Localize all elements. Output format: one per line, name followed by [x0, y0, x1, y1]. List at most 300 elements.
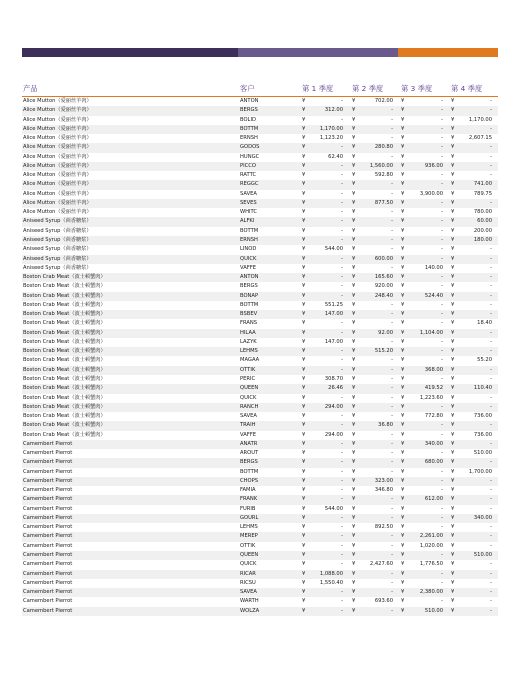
q2-value-cell: 323.00 [374, 477, 393, 484]
currency-symbol: ¥ [302, 561, 306, 568]
product-cell: Camembert Pierrot [23, 561, 73, 568]
table-row [22, 171, 498, 180]
table-row [22, 236, 498, 245]
table-row [22, 495, 498, 504]
currency-symbol: ¥ [302, 246, 306, 253]
q2-value-cell: 346.80 [374, 487, 393, 494]
customer-cell: HUNGC [240, 153, 260, 160]
customer-cell: RANCH [240, 403, 259, 410]
table-row [22, 106, 498, 115]
table-row [22, 134, 498, 143]
product-cell: Alice Mutton（爱丽丝羊肉） [23, 199, 92, 206]
product-cell: Camembert Pierrot [23, 542, 73, 549]
currency-symbol: ¥ [401, 514, 405, 521]
q2-value-cell: 892.50 [374, 524, 393, 531]
table-row [22, 394, 498, 403]
product-cell: Alice Mutton（爱丽丝羊肉） [23, 135, 92, 142]
customer-cell: VAFFE [240, 431, 257, 438]
product-cell: Alice Mutton（爱丽丝羊肉） [23, 172, 92, 179]
q2-value-cell: - [391, 311, 393, 318]
customer-cell: QUICK [240, 561, 257, 568]
customer-cell: AROUT [240, 450, 259, 457]
q1-value-cell: - [341, 199, 343, 206]
table-row [22, 468, 498, 477]
currency-symbol: ¥ [352, 320, 356, 327]
table-row [22, 264, 498, 273]
q1-value-cell: - [341, 144, 343, 151]
q1-value-cell: - [341, 487, 343, 494]
q3-value-cell: - [441, 125, 443, 132]
table-row [22, 347, 498, 356]
currency-symbol: ¥ [451, 227, 455, 234]
currency-symbol: ¥ [352, 431, 356, 438]
q2-value-cell: - [391, 209, 393, 216]
q2-value-cell: - [391, 579, 393, 586]
currency-symbol: ¥ [451, 468, 455, 475]
currency-symbol: ¥ [401, 440, 405, 447]
currency-symbol: ¥ [302, 329, 306, 336]
header-band-dark [22, 48, 238, 57]
product-cell: Boston Crab Meat（波士顿蟹肉） [23, 283, 106, 290]
q3-value-cell: 1,776.50 [419, 561, 443, 568]
currency-symbol: ¥ [401, 190, 405, 197]
q4-value-cell: - [490, 329, 492, 336]
q4-value-cell: - [490, 283, 492, 290]
product-cell: Boston Crab Meat（波士顿蟹肉） [23, 431, 106, 438]
q3-value-cell: - [441, 320, 443, 327]
q3-value-cell: - [441, 524, 443, 531]
product-cell: Alice Mutton（爱丽丝羊肉） [23, 98, 92, 104]
currency-symbol: ¥ [352, 199, 356, 206]
currency-symbol: ¥ [352, 459, 356, 466]
currency-symbol: ¥ [401, 561, 405, 568]
customer-cell: FAMIA [240, 487, 256, 494]
currency-symbol: ¥ [302, 496, 306, 503]
currency-symbol: ¥ [401, 264, 405, 271]
product-cell: Camembert Pierrot [23, 607, 73, 614]
q3-value-cell: - [441, 283, 443, 290]
table-row [22, 190, 498, 199]
currency-symbol: ¥ [302, 403, 306, 410]
currency-symbol: ¥ [451, 422, 455, 429]
currency-symbol: ¥ [451, 552, 455, 559]
currency-symbol: ¥ [352, 552, 356, 559]
q4-value-cell: 780.00 [473, 209, 492, 216]
table-row [22, 532, 498, 541]
currency-symbol: ¥ [401, 125, 405, 132]
q2-value-cell: - [391, 468, 393, 475]
currency-symbol: ¥ [302, 570, 306, 577]
currency-symbol: ¥ [352, 607, 356, 614]
customer-cell: ANTON [240, 274, 259, 281]
currency-symbol: ¥ [302, 533, 306, 540]
column-header-product: 产品 [23, 84, 38, 93]
currency-symbol: ¥ [302, 459, 306, 466]
currency-symbol: ¥ [352, 338, 356, 345]
column-header-q3: 第 3 季度 [401, 84, 433, 93]
q3-value-cell: 1,223.60 [419, 394, 443, 401]
customer-cell: SAVEA [240, 190, 257, 197]
currency-symbol: ¥ [401, 199, 405, 206]
table-row [22, 431, 498, 440]
currency-symbol: ¥ [302, 357, 306, 364]
currency-symbol: ¥ [451, 524, 455, 531]
table-row [22, 227, 498, 236]
q1-value-cell: - [341, 459, 343, 466]
header-band-purple [238, 48, 398, 57]
customer-cell: TRAIH [240, 422, 256, 429]
q4-value-cell: 736.00 [473, 431, 492, 438]
customer-cell: CHOPS [240, 477, 259, 484]
currency-symbol: ¥ [401, 338, 405, 345]
currency-symbol: ¥ [352, 301, 356, 308]
q2-value-cell: - [391, 552, 393, 559]
product-cell: Alice Mutton（爱丽丝羊肉） [23, 107, 92, 114]
customer-cell: BOTTM [240, 468, 259, 475]
table-header-row [22, 83, 498, 96]
table-row [22, 375, 498, 384]
currency-symbol: ¥ [451, 255, 455, 262]
q4-value-cell: 1,170.00 [468, 116, 492, 123]
currency-symbol: ¥ [401, 431, 405, 438]
q1-value-cell: 294.00 [324, 431, 343, 438]
currency-symbol: ¥ [451, 394, 455, 401]
q4-value-cell: - [490, 394, 492, 401]
q4-value-cell: - [490, 375, 492, 382]
currency-symbol: ¥ [302, 338, 306, 345]
currency-symbol: ¥ [401, 135, 405, 142]
currency-symbol: ¥ [302, 589, 306, 596]
table-row [22, 449, 498, 458]
currency-symbol: ¥ [302, 542, 306, 549]
currency-symbol: ¥ [352, 292, 356, 299]
currency-symbol: ¥ [451, 413, 455, 420]
product-cell: Boston Crab Meat（波士顿蟹肉） [23, 320, 106, 327]
currency-symbol: ¥ [451, 301, 455, 308]
q4-value-cell: - [490, 403, 492, 410]
currency-symbol: ¥ [352, 125, 356, 132]
customer-cell: ANTON [240, 98, 259, 104]
q4-value-cell: - [490, 144, 492, 151]
customer-cell: WOLZA [240, 607, 260, 614]
table-row [22, 440, 498, 449]
currency-symbol: ¥ [302, 274, 306, 281]
q1-value-cell: - [341, 236, 343, 243]
q3-value-cell: - [441, 98, 443, 104]
currency-symbol: ¥ [302, 514, 306, 521]
currency-symbol: ¥ [302, 116, 306, 123]
customer-cell: BERGS [240, 283, 258, 290]
q1-value-cell: - [341, 357, 343, 364]
currency-symbol: ¥ [401, 153, 405, 160]
q4-value-cell: - [490, 607, 492, 614]
product-cell: Camembert Pierrot [23, 579, 73, 586]
currency-symbol: ¥ [401, 311, 405, 318]
q3-value-cell: 340.00 [424, 440, 443, 447]
currency-symbol: ¥ [352, 450, 356, 457]
customer-cell: VAFFE [240, 264, 257, 271]
customer-cell: WHITC [240, 209, 258, 216]
currency-symbol: ¥ [302, 320, 306, 327]
q4-value-cell: 200.00 [473, 227, 492, 234]
currency-symbol: ¥ [302, 552, 306, 559]
q3-value-cell: - [441, 199, 443, 206]
q1-value-cell: - [341, 329, 343, 336]
customer-cell: REGGC [240, 181, 259, 188]
product-cell: Alice Mutton（爱丽丝羊肉） [23, 190, 92, 197]
q1-value-cell: 312.00 [324, 107, 343, 114]
q3-value-cell: - [441, 579, 443, 586]
q2-value-cell: 592.80 [374, 172, 393, 179]
q2-value-cell: - [391, 431, 393, 438]
currency-symbol: ¥ [302, 162, 306, 169]
q3-value-cell: - [441, 403, 443, 410]
q4-value-cell: - [490, 98, 492, 104]
header-band-orange [398, 48, 498, 57]
q4-value-cell: - [490, 366, 492, 373]
currency-symbol: ¥ [352, 375, 356, 382]
q2-value-cell: - [391, 589, 393, 596]
q4-value-cell: 60.00 [477, 218, 492, 225]
table-row [22, 217, 498, 226]
q3-value-cell: - [441, 598, 443, 605]
product-cell: Aniseed Syrup（茴香糖浆） [23, 255, 92, 262]
currency-symbol: ¥ [401, 385, 405, 392]
q3-value-cell: 524.40 [424, 292, 443, 299]
currency-symbol: ¥ [302, 292, 306, 299]
q4-value-cell: - [490, 477, 492, 484]
currency-symbol: ¥ [451, 209, 455, 216]
q4-value-cell: - [490, 348, 492, 355]
currency-symbol: ¥ [451, 218, 455, 225]
q1-value-cell: - [341, 348, 343, 355]
q4-value-cell: 180.00 [473, 236, 492, 243]
q1-value-cell: - [341, 283, 343, 290]
currency-symbol: ¥ [451, 348, 455, 355]
currency-symbol: ¥ [451, 487, 455, 494]
table-row [22, 153, 498, 162]
q4-value-cell: 1,700.00 [468, 468, 492, 475]
q2-value-cell: - [391, 125, 393, 132]
q2-value-cell: - [391, 570, 393, 577]
currency-symbol: ¥ [401, 357, 405, 364]
customer-cell: RICSU [240, 579, 256, 586]
currency-symbol: ¥ [302, 144, 306, 151]
currency-symbol: ¥ [302, 98, 306, 104]
q4-value-cell: - [490, 533, 492, 540]
currency-symbol: ¥ [401, 98, 405, 104]
q1-value-cell: - [341, 514, 343, 521]
currency-symbol: ¥ [401, 107, 405, 114]
q2-value-cell: - [391, 218, 393, 225]
product-cell: Boston Crab Meat（波士顿蟹肉） [23, 274, 106, 281]
customer-cell: PICCO [240, 162, 256, 169]
table-row [22, 560, 498, 569]
q2-value-cell: - [391, 542, 393, 549]
q2-value-cell: - [391, 246, 393, 253]
q1-value-cell: - [341, 477, 343, 484]
q1-value-cell: - [341, 366, 343, 373]
q4-value-cell: - [490, 579, 492, 586]
customer-cell: WARTH [240, 598, 259, 605]
currency-symbol: ¥ [302, 598, 306, 605]
currency-symbol: ¥ [401, 329, 405, 336]
q3-value-cell: - [441, 116, 443, 123]
q4-value-cell: - [490, 440, 492, 447]
currency-symbol: ¥ [352, 283, 356, 290]
currency-symbol: ¥ [401, 172, 405, 179]
currency-symbol: ¥ [451, 199, 455, 206]
q1-value-cell: - [341, 468, 343, 475]
product-cell: Boston Crab Meat（波士顿蟹肉） [23, 375, 106, 382]
q3-value-cell: - [441, 144, 443, 151]
q1-value-cell: 1,170.00 [319, 125, 343, 132]
currency-symbol: ¥ [401, 292, 405, 299]
q1-value-cell: - [341, 542, 343, 549]
currency-symbol: ¥ [352, 394, 356, 401]
q4-value-cell: - [490, 496, 492, 503]
q3-value-cell: - [441, 487, 443, 494]
customer-cell: ALFKI [240, 218, 255, 225]
q3-value-cell: 1,020.00 [419, 542, 443, 549]
product-cell: Boston Crab Meat（波士顿蟹肉） [23, 301, 106, 308]
q2-value-cell: - [391, 450, 393, 457]
q1-value-cell: - [341, 422, 343, 429]
currency-symbol: ¥ [352, 505, 356, 512]
currency-symbol: ¥ [451, 107, 455, 114]
currency-symbol: ¥ [451, 598, 455, 605]
q3-value-cell: - [441, 468, 443, 475]
currency-symbol: ¥ [302, 440, 306, 447]
data-table [22, 83, 498, 616]
column-header-q2: 第 2 季度 [352, 84, 384, 93]
product-cell: Camembert Pierrot [23, 496, 73, 503]
q3-value-cell: - [441, 107, 443, 114]
currency-symbol: ¥ [352, 98, 356, 104]
q1-value-cell: - [341, 561, 343, 568]
currency-symbol: ¥ [451, 116, 455, 123]
currency-symbol: ¥ [451, 366, 455, 373]
q3-value-cell: - [441, 505, 443, 512]
column-header-q1: 第 1 季度 [302, 84, 334, 93]
q1-value-cell: - [341, 116, 343, 123]
currency-symbol: ¥ [401, 283, 405, 290]
customer-cell: SAVEA [240, 589, 257, 596]
q3-value-cell: - [441, 209, 443, 216]
currency-symbol: ¥ [401, 579, 405, 586]
q2-value-cell: 515.20 [374, 348, 393, 355]
q1-value-cell: - [341, 320, 343, 327]
product-cell: Camembert Pierrot [23, 450, 73, 457]
table-row [22, 255, 498, 264]
customer-cell: BOTTM [240, 125, 259, 132]
currency-symbol: ¥ [302, 450, 306, 457]
q2-value-cell: - [391, 514, 393, 521]
currency-symbol: ¥ [401, 144, 405, 151]
q2-value-cell: - [391, 496, 393, 503]
customer-cell: RICAR [240, 570, 256, 577]
q3-value-cell: - [441, 181, 443, 188]
q3-value-cell: - [441, 338, 443, 345]
currency-symbol: ¥ [451, 292, 455, 299]
currency-symbol: ¥ [302, 218, 306, 225]
currency-symbol: ¥ [401, 552, 405, 559]
q1-value-cell: - [341, 209, 343, 216]
q1-value-cell: 544.00 [324, 505, 343, 512]
q2-value-cell: 877.50 [374, 199, 393, 206]
currency-symbol: ¥ [352, 348, 356, 355]
customer-cell: LAZYK [240, 338, 257, 345]
product-cell: Alice Mutton（爱丽丝羊肉） [23, 116, 92, 123]
q2-value-cell: - [391, 320, 393, 327]
q2-value-cell: - [391, 385, 393, 392]
customer-cell: SAVEA [240, 413, 257, 420]
customer-cell: FRANS [240, 320, 258, 327]
customer-cell: LEHMS [240, 524, 258, 531]
q4-value-cell: - [490, 162, 492, 169]
currency-symbol: ¥ [451, 135, 455, 142]
table-row [22, 319, 498, 328]
product-cell: Camembert Pierrot [23, 589, 73, 596]
q4-value-cell: - [490, 172, 492, 179]
currency-symbol: ¥ [352, 209, 356, 216]
q3-value-cell: 1,104.00 [419, 329, 443, 336]
currency-symbol: ¥ [401, 413, 405, 420]
q3-value-cell: - [441, 422, 443, 429]
q1-value-cell: 147.00 [324, 338, 343, 345]
currency-symbol: ¥ [352, 496, 356, 503]
currency-symbol: ¥ [401, 598, 405, 605]
q3-value-cell: - [441, 431, 443, 438]
q1-value-cell: - [341, 524, 343, 531]
product-cell: Camembert Pierrot [23, 533, 73, 540]
customer-cell: GOURL [240, 514, 259, 521]
product-cell: Alice Mutton（爱丽丝羊肉） [23, 162, 92, 169]
q2-value-cell: - [391, 533, 393, 540]
currency-symbol: ¥ [352, 579, 356, 586]
currency-symbol: ¥ [352, 440, 356, 447]
table-row [22, 505, 498, 514]
currency-symbol: ¥ [451, 246, 455, 253]
q2-value-cell: - [391, 107, 393, 114]
customer-cell: BSBEV [240, 311, 258, 318]
currency-symbol: ¥ [302, 422, 306, 429]
q1-value-cell: - [341, 274, 343, 281]
q1-value-cell: 147.00 [324, 311, 343, 318]
q1-value-cell: - [341, 172, 343, 179]
customer-cell: OTTIK [240, 542, 256, 549]
q2-value-cell: 702.00 [374, 98, 393, 104]
q4-value-cell: - [490, 487, 492, 494]
currency-symbol: ¥ [451, 357, 455, 364]
q2-value-cell: - [391, 301, 393, 308]
product-cell: Boston Crab Meat（波士顿蟹肉） [23, 403, 106, 410]
table-row [22, 310, 498, 319]
q3-value-cell: - [441, 172, 443, 179]
product-cell: Boston Crab Meat（波士顿蟹肉） [23, 413, 106, 420]
currency-symbol: ¥ [401, 468, 405, 475]
currency-symbol: ¥ [352, 255, 356, 262]
currency-symbol: ¥ [451, 440, 455, 447]
currency-symbol: ¥ [451, 172, 455, 179]
currency-symbol: ¥ [352, 589, 356, 596]
currency-symbol: ¥ [451, 283, 455, 290]
q3-value-cell: - [441, 450, 443, 457]
q4-value-cell: 510.00 [473, 552, 492, 559]
currency-symbol: ¥ [401, 375, 405, 382]
q4-value-cell: 789.75 [473, 190, 492, 197]
q3-value-cell: - [441, 135, 443, 142]
